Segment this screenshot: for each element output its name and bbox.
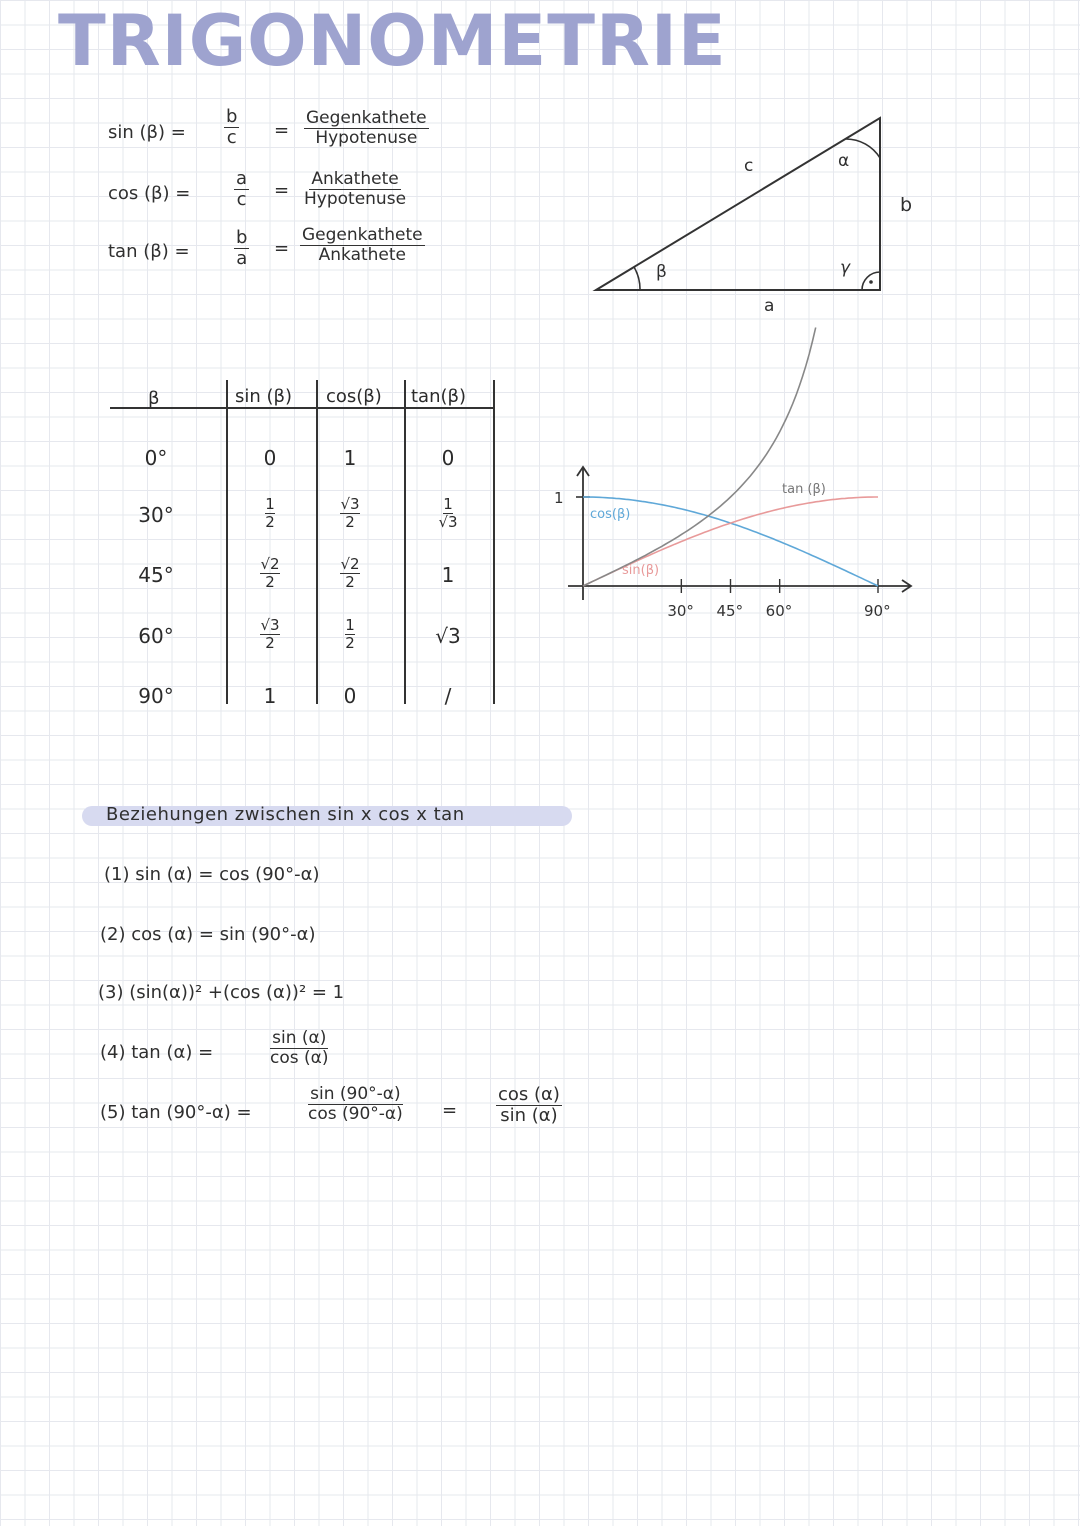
cos-word-den: Hypotenuse bbox=[304, 189, 407, 209]
table-angle: 0° bbox=[144, 446, 168, 470]
sin-num: b bbox=[226, 106, 238, 127]
relation-5-fraction bbox=[308, 1086, 403, 1123]
table-cell-den: √3 bbox=[438, 513, 458, 531]
trig-chart bbox=[0, 0, 1080, 640]
cos-eq: = bbox=[274, 180, 290, 201]
relation-4-fraction bbox=[270, 1030, 328, 1067]
table-header-sin: sin (β) bbox=[235, 386, 293, 407]
x-tick-label: 45° bbox=[716, 602, 744, 620]
y-tick-label: 1 bbox=[554, 489, 564, 507]
relations-heading: Beziehungen zwischen sin x cos x tan bbox=[106, 804, 465, 825]
angle-gamma-label: γ bbox=[840, 258, 851, 278]
series-label: sin(β) bbox=[622, 563, 660, 578]
cos-word-num: Ankathete bbox=[311, 169, 399, 189]
tan-lhs: tan (β) = bbox=[108, 241, 190, 262]
side-a-label: a bbox=[764, 296, 775, 316]
relation-5-fraction-2 bbox=[496, 1086, 562, 1125]
table-angle: 90° bbox=[138, 684, 174, 708]
relation-3: (3) (sin(α))² +(cos (α))² = 1 bbox=[98, 982, 345, 1003]
angle-alpha-label: α bbox=[838, 151, 850, 171]
table-cell-cos: 1 bbox=[343, 446, 357, 470]
relation-5-den-2: sin (α) bbox=[500, 1105, 558, 1126]
table-cell-den: 2 bbox=[345, 573, 355, 591]
series-label: cos(β) bbox=[590, 507, 631, 522]
relation-4-lhs: (4) tan (α) = bbox=[100, 1042, 214, 1063]
table-angle: 30° bbox=[138, 503, 174, 527]
page-title: TRIGONOMETRIE bbox=[58, 0, 727, 82]
table-cell-num: √2 bbox=[260, 555, 280, 573]
table-cell-num: 1 bbox=[265, 495, 275, 513]
table-cell-tan: / bbox=[444, 684, 452, 708]
cos-den: c bbox=[236, 189, 247, 210]
x-tick-label: 90° bbox=[864, 602, 891, 620]
x-tick-label: 60° bbox=[765, 602, 793, 620]
table-cell-tan: 1 bbox=[441, 563, 455, 587]
sin-den: c bbox=[226, 127, 237, 148]
relation-1: (1) sin (α) = cos (90°-α) bbox=[104, 864, 320, 885]
x-tick-label: 30° bbox=[667, 602, 694, 620]
relation-5-num-2: cos (α) bbox=[498, 1084, 560, 1105]
table-cell-tan: 0 bbox=[441, 446, 455, 470]
relation-4-num: sin (α) bbox=[272, 1028, 327, 1048]
tan-num: b bbox=[236, 227, 248, 248]
relation-5-eq: = bbox=[442, 1100, 458, 1121]
series-label: tan (β) bbox=[782, 482, 826, 497]
tan-den: a bbox=[236, 248, 248, 269]
side-c-label: c bbox=[744, 156, 754, 176]
table-header-beta: β bbox=[148, 388, 160, 409]
table-cell-cos: 0 bbox=[343, 684, 357, 708]
table-cell-sin: 0 bbox=[263, 446, 277, 470]
table-angle: 45° bbox=[138, 563, 174, 587]
side-b-label: b bbox=[900, 194, 913, 216]
table-cell-num: 1 bbox=[345, 616, 355, 634]
cos-num: a bbox=[236, 168, 248, 189]
table-cell-den: 2 bbox=[265, 634, 275, 652]
table-cell-den: 2 bbox=[345, 513, 355, 531]
table-cell-num: √2 bbox=[340, 555, 360, 573]
sin-lhs: sin (β) = bbox=[108, 122, 186, 143]
relation-4-den: cos (α) bbox=[270, 1048, 329, 1068]
sin-word-den: Hypotenuse bbox=[315, 128, 418, 148]
table-cell-tan: √3 bbox=[435, 624, 461, 648]
table-header-cos: cos(β) bbox=[326, 386, 382, 407]
table-angle: 60° bbox=[138, 624, 174, 648]
relation-5-lhs: (5) tan (90°-α) = bbox=[100, 1102, 252, 1123]
relation-5-den: cos (90°-α) bbox=[308, 1104, 403, 1124]
table-header-tan: tan(β) bbox=[411, 386, 467, 407]
table-cell-den: 2 bbox=[345, 634, 355, 652]
sin-word-num: Gegenkathete bbox=[306, 108, 427, 128]
cos-lhs: cos (β) = bbox=[108, 183, 191, 204]
table-cell-sin: 1 bbox=[263, 684, 277, 708]
tan-word-num: Gegenkathete bbox=[302, 225, 423, 245]
relation-5-num: sin (90°-α) bbox=[310, 1084, 401, 1104]
sin-eq: = bbox=[274, 120, 290, 141]
table-cell-den: 2 bbox=[265, 573, 275, 591]
table-cell-num: √3 bbox=[340, 495, 360, 513]
angle-beta-label: β bbox=[656, 262, 667, 282]
tan-eq: = bbox=[274, 238, 290, 259]
tan-word-den: Ankathete bbox=[318, 245, 407, 265]
relation-2: (2) cos (α) = sin (90°-α) bbox=[100, 924, 316, 945]
series-line-tan bbox=[583, 328, 816, 587]
table-cell-num: 1 bbox=[443, 495, 453, 513]
table-cell-den: 2 bbox=[265, 513, 275, 531]
table-cell-num: √3 bbox=[260, 616, 280, 634]
